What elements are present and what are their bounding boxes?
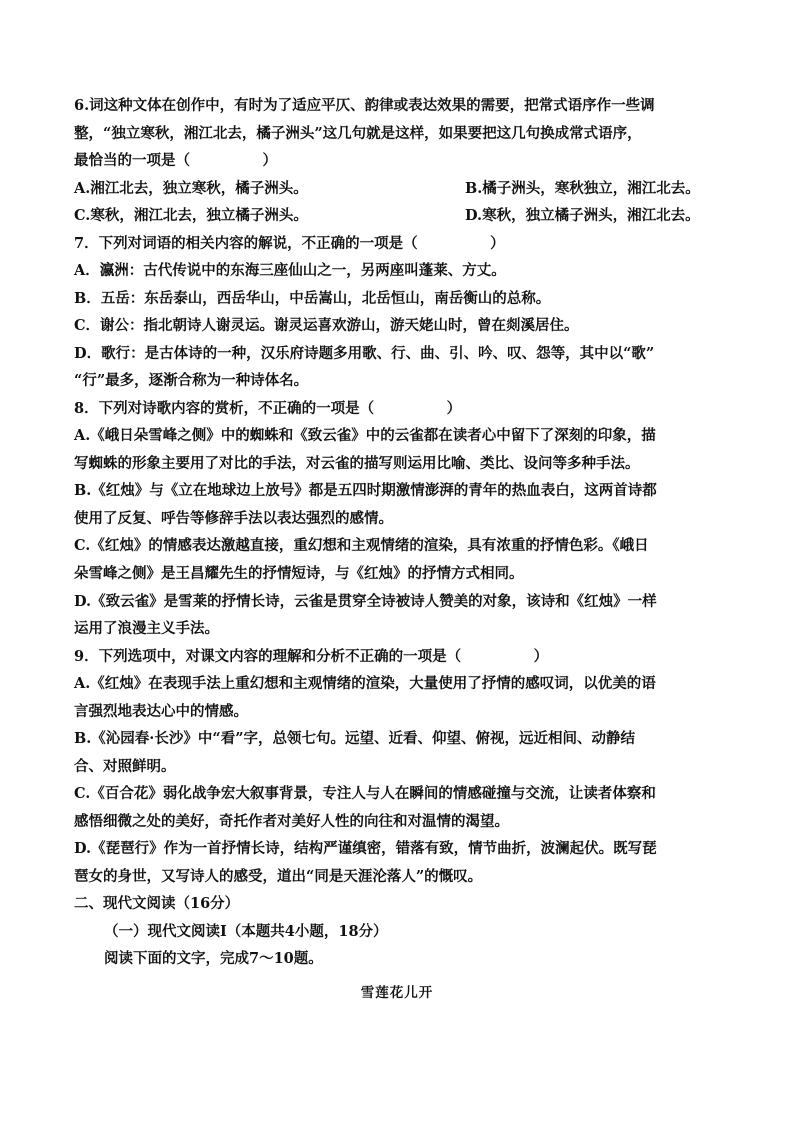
q6-stem-line-1: 6.词这种文体在创作中，有时为了适应平仄、韵律或表达效果的需要，把常式语序作一些调 (74, 97, 655, 114)
q7-option-d-line-1: D．歌行：是古体诗的一种，汉乐府诗题多用歌、行、曲、引、吟、叹、怨等，其中以“歌” (74, 345, 655, 362)
reading-instruction: 阅读下面的文字，完成7～10题。 (104, 950, 323, 967)
q7-option-d-line-2: “行”最多，逐渐合称为一种诗体名。 (74, 372, 309, 389)
q7-option-a: A．瀛洲：古代传说中的东海三座仙山之一，另两座叫蓬莱、方丈。 (74, 262, 506, 279)
subsection-heading: （一）现代文阅读Ⅰ（本题共4小题，18分） (104, 923, 388, 940)
q6-option-b: B.橘子洲头，寒秋独立，湘江北去。 (465, 180, 700, 197)
q6-stem-line-2: 整，“独立寒秋，湘江北去，橘子洲头”这几句就是这样，如果要把这几句换成常式语序， (74, 125, 642, 142)
q9-option-d-line-2: 琶女的身世，又写诗人的感受，道出“同是天涯沦落人”的慨叹。 (74, 868, 483, 885)
q8-option-b-line-2: 使用了反复、呼告等修辞手法以表达强烈的感情。 (74, 510, 393, 527)
q8-stem: 8．下列对诗歌内容的赏析，不正确的一项是（ ） (74, 400, 462, 417)
article-title: 雪莲花儿开 (360, 985, 434, 1001)
q7-option-b: B．五岳：东岳泰山，西岳华山，中岳嵩山，北岳恒山，南岳衡山的总称。 (74, 290, 551, 307)
q7-stem: 7．下列对词语的相关内容的解说，不正确的一项是（ ） (74, 235, 505, 252)
q8-option-b-line-1: B.《红烛》与《立在地球边上放号》都是五四时期激情澎湃的青年的热血表白，这两首诗都 (74, 482, 657, 499)
q8-option-a-line-2: 写蜘蛛的形象主要用了对比的手法，对云雀的描写则运用比喻、类比、设问等多种手法。 (74, 455, 640, 472)
q9-option-a-line-2: 言强烈地表达心中的情感。 (74, 703, 248, 720)
q9-stem: 9．下列选项中，对课文内容的理解和分析不正确的一项是（ ） (74, 648, 549, 665)
q6-option-a: A.湘江北去，独立寒秋，橘子洲头。 (74, 180, 308, 197)
q7-option-c: C．谢公：指北朝诗人谢灵运。谢灵运喜欢游山，游天姥山时，曾在剡溪居住。 (74, 317, 579, 334)
q8-option-d-line-1: D.《致云雀》是雪莱的抒情长诗，云雀是贯穿全诗被诗人赞美的对象，该诗和《红烛》一样 (74, 593, 657, 610)
q9-option-b-line-1: B.《沁园春·长沙》中“看”字，总领七句。远望、近看、仰望、俯视，远近相间、动静结 (74, 730, 636, 747)
q8-option-c-line-2: 朵雪峰之侧》是王昌耀先生的抒情短诗，与《红烛》的抒情方式相同。 (74, 565, 524, 582)
q6-option-c: C.寒秋，湘江北去，独立橘子洲头。 (74, 207, 308, 224)
q8-option-d-line-2: 运用了浪漫主义手法。 (74, 620, 219, 637)
q9-option-c-line-2: 感悟细微之处的美好，奇托作者对美好人性的向往和对温情的渴望。 (74, 813, 509, 830)
section-heading: 二、现代文阅读（16分） (74, 895, 240, 912)
q6-stem-line-3: 最恰当的一项是（ ） (74, 152, 277, 169)
q6-option-d: D.寒秋，独立橘子洲头，湘江北去。 (465, 207, 700, 224)
q9-option-d-line-1: D.《琵琶行》作为一首抒情长诗，结构严谨缜密，错落有致，情节曲折，波澜起伏。既写琵 (74, 840, 657, 857)
q8-option-a-line-1: A.《峨日朵雪峰之侧》中的蜘蛛和《致云雀》中的云雀都在读者心中留下了深刻的印象，描 (74, 427, 656, 444)
q9-option-b-line-2: 合、对照鲜明。 (74, 758, 176, 775)
q8-option-c-line-1: C.《红烛》的情感表达激越直接，重幻想和主观情绪的渲染，具有浓重的抒情色彩。《峨日 (74, 537, 649, 554)
q9-option-c-line-1: C.《百合花》弱化战争宏大叙事背景，专注人与人在瞬间的情感碰撞与交流，让读者体察和 (74, 785, 656, 802)
q9-option-a-line-1: A.《红烛》在表现手法上重幻想和主观情绪的渲染，大量使用了抒情的感叹词，以优美的语 (74, 675, 656, 692)
